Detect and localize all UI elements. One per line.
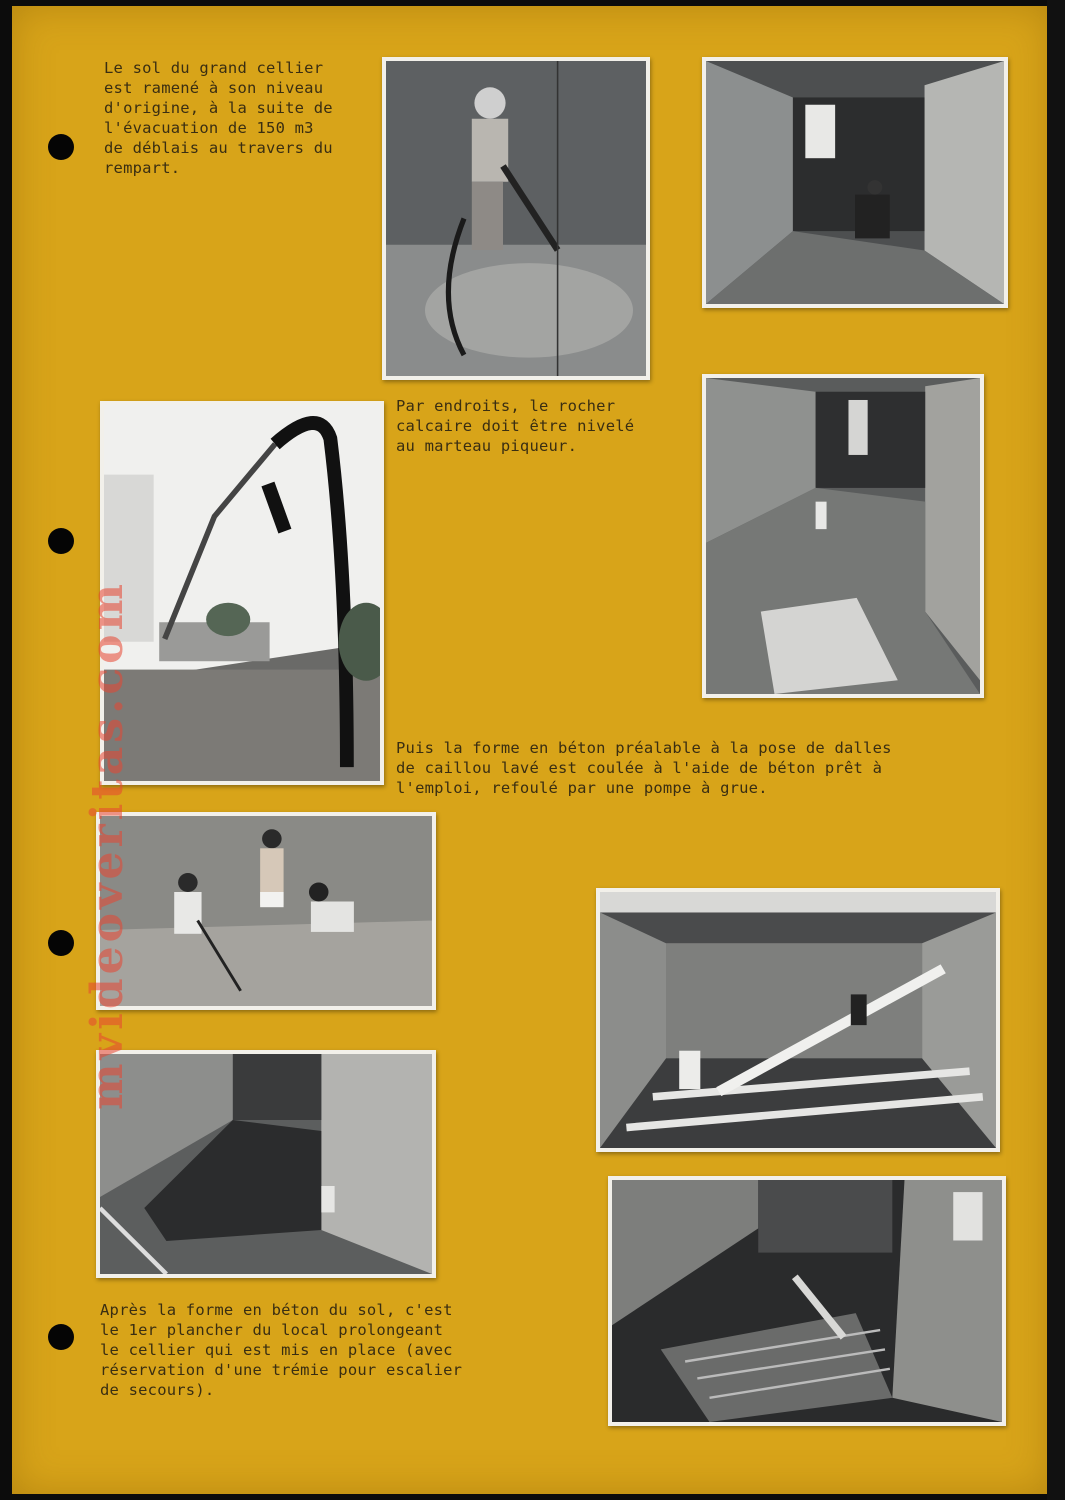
photo-workers-concrete <box>96 812 436 1010</box>
caption-first-floor: Après la forme en béton du sol, c'est le 1er plancher du local prolongeant le cellier qui est mis en place (avec réservation d'une trémie pour escalier de secours). <box>100 1301 463 1399</box>
photo-floor-opening <box>608 1176 1006 1426</box>
photo-crane-pump <box>100 401 384 785</box>
photo-jackhammer-worker <box>382 57 650 380</box>
watermark-text: mvideoveritas.com <box>82 579 133 1110</box>
photo-floor-beams <box>596 888 1000 1152</box>
caption-rock-leveling: Par endroits, le rocher calcaire doit être nivelé au marteau piqueur. <box>396 397 635 455</box>
binder-hole <box>48 528 74 554</box>
caption-concrete-pour: Puis la forme en béton préalable à la pose de dalles de caillou lavé est coulée à l'aide de béton prêt à l'emploi, refoulé par une pompe à grue. <box>396 739 892 797</box>
binder-hole <box>48 930 74 956</box>
photo-cellar-interior <box>702 57 1008 308</box>
photo-wet-concrete-floor <box>96 1050 436 1278</box>
caption-cellar-floor: Le sol du grand cellier est ramené à son niveau d'origine, à la suite de l'évacuation de 150 m3 de déblais au travers du rempart. <box>104 59 333 177</box>
binder-hole <box>48 1324 74 1350</box>
photo-cellar-floor-leveling <box>702 374 984 698</box>
scan-edge <box>1047 0 1065 1500</box>
binder-hole <box>48 134 74 160</box>
